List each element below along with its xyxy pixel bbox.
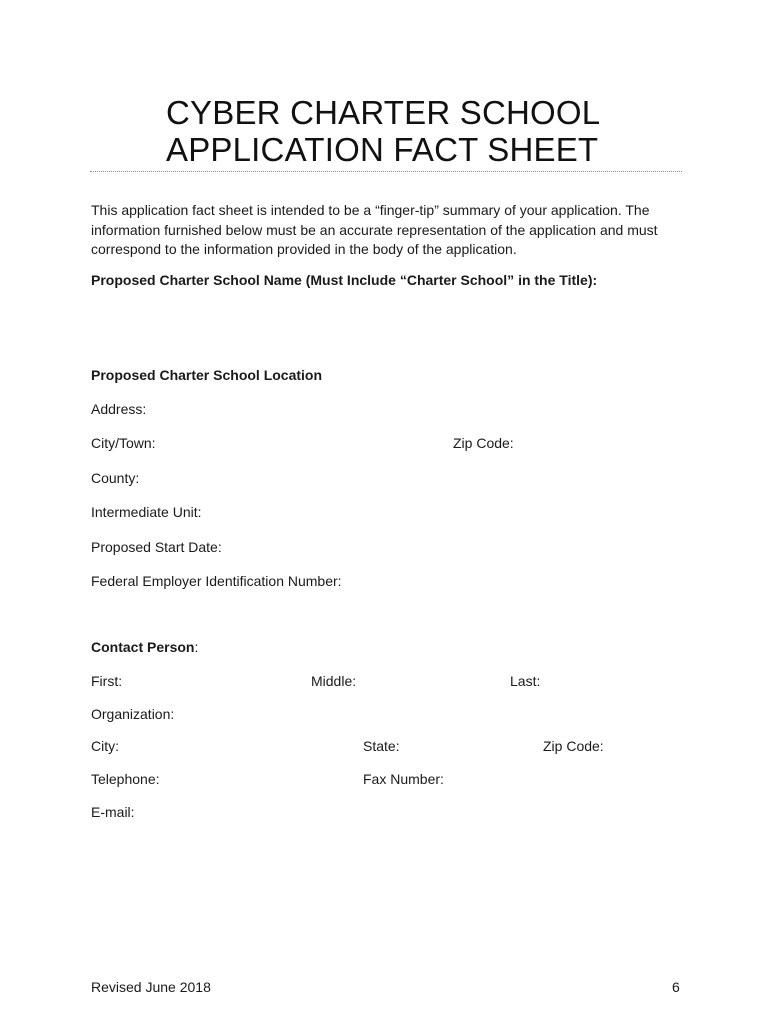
fein-label: Federal Employer Identification Number: [91, 573, 342, 589]
location-zip-code-label: Zip Code: [453, 435, 514, 451]
contact-zip-code-label: Zip Code: [543, 738, 604, 754]
first-name-label: First: [91, 673, 123, 689]
county-label: County: [91, 470, 140, 486]
contact-heading [91, 638, 198, 656]
last-name-label: Last: [510, 673, 541, 689]
intermediate-unit-label: Intermediate Unit: [91, 504, 202, 520]
title-divider [90, 171, 682, 172]
organization-label: Organization: [91, 706, 175, 722]
title-line-1: CYBER CHARTER SCHOOL [166, 94, 601, 131]
email-label: E-mail: [91, 804, 135, 820]
school-name-heading: Proposed Charter School Name (Must Include “Charter School” in the Title): [91, 272, 598, 288]
contact-city-label: City: [91, 738, 119, 754]
city-town-label: City/Town: [91, 435, 156, 451]
location-heading: Proposed Charter School Location [91, 367, 323, 383]
start-date-label: Proposed Start Date: [91, 539, 222, 555]
contact-heading-colon: : [194, 639, 199, 655]
telephone-label: Telephone: [91, 771, 160, 787]
address-label: Address: [91, 401, 147, 417]
middle-name-label: Middle: [311, 673, 357, 689]
page-number: 6 [672, 979, 680, 995]
state-label: State: [363, 738, 400, 754]
title-line-2: APPLICATION FACT SHEET [166, 131, 599, 168]
fax-number-label: Fax Number: [363, 771, 444, 787]
contact-heading-text: Contact Person [91, 639, 195, 655]
intro-paragraph: This application fact sheet is intended to be a “finger-tip” summary of your application. The information furnished below must be an accurate representation of the application and must correspond to the information provided in the body of the application. [91, 202, 658, 257]
page-title [166, 94, 686, 168]
revision-note: Revised June 2018 [91, 979, 211, 995]
